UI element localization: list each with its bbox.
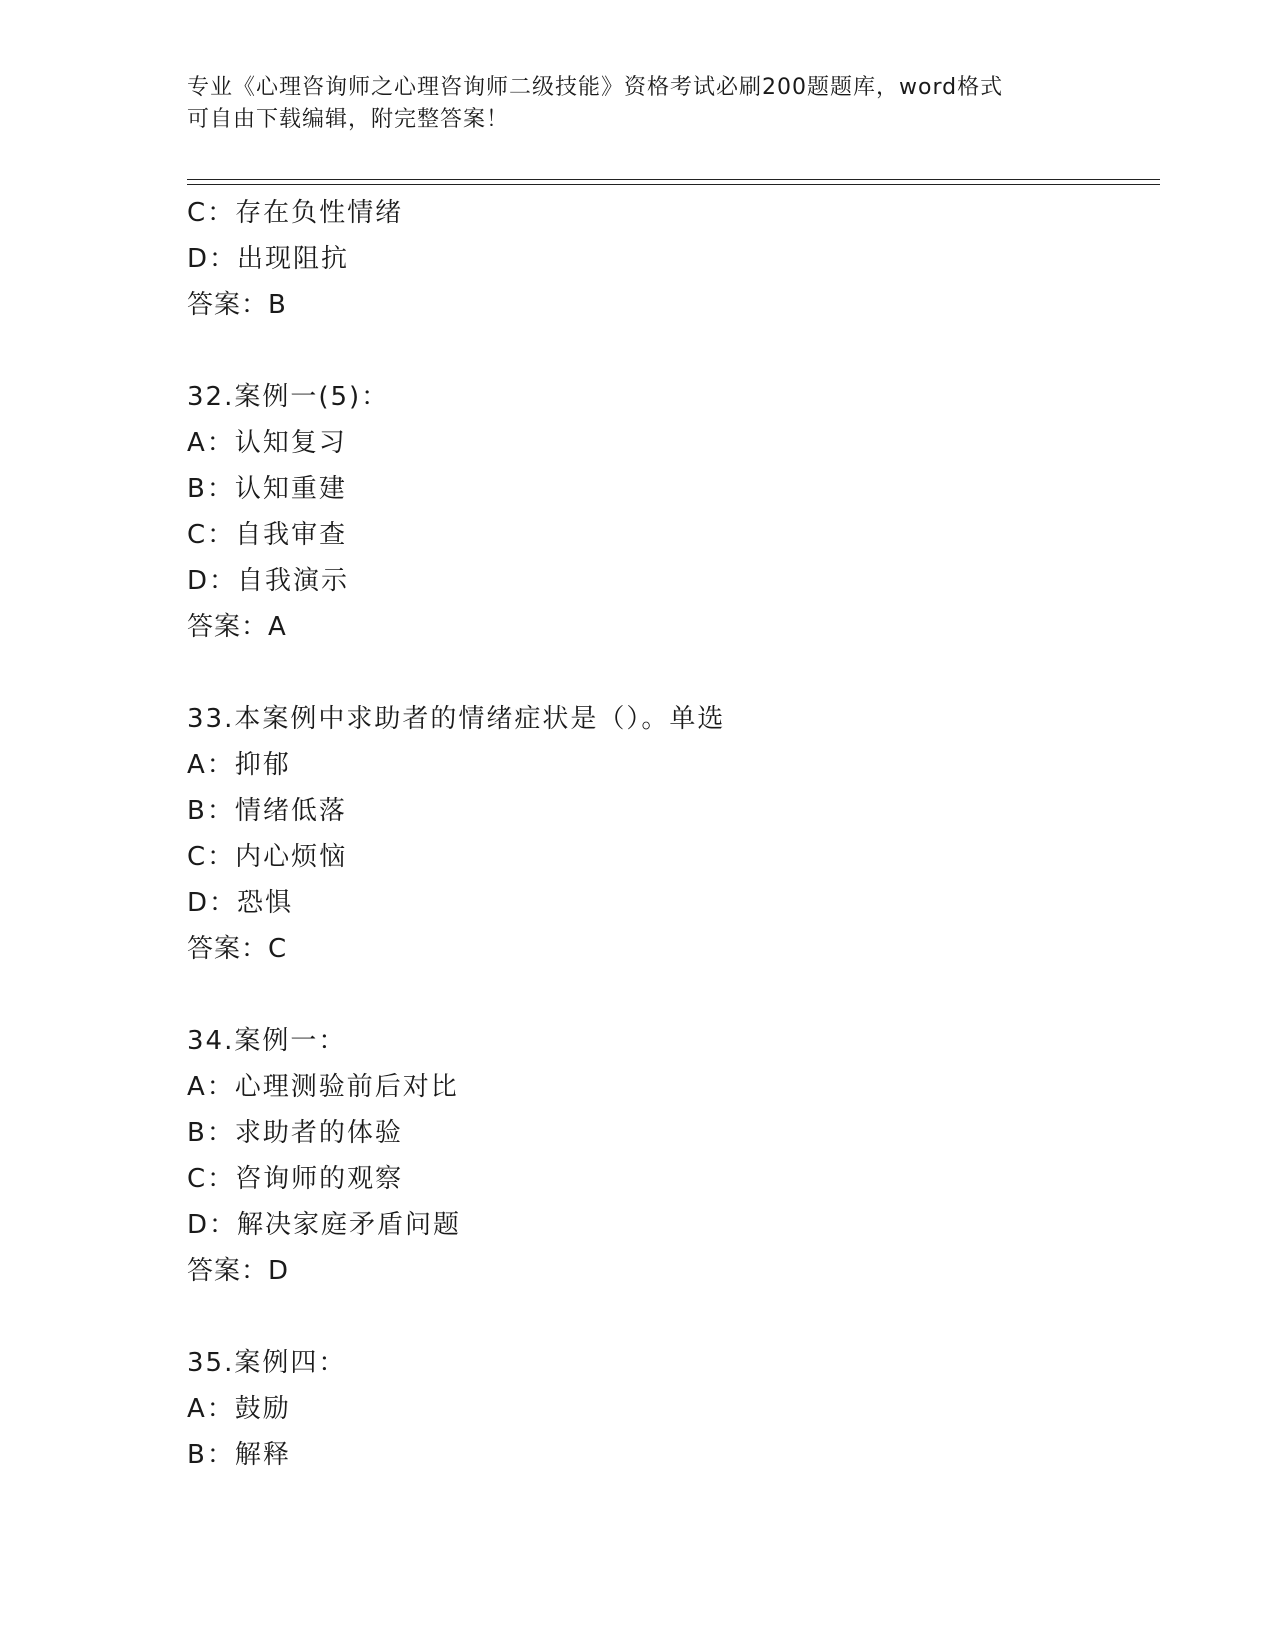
question-block: [187, 374, 1167, 650]
answer-line: 答案：B: [187, 290, 287, 320]
option-line: A：心理测验前后对比: [187, 1072, 459, 1102]
question-line: 32.案例一(5)：: [187, 382, 390, 412]
question-block: [187, 1340, 1167, 1478]
option-line: D：自我演示: [187, 566, 350, 596]
option-line: A：抑郁: [187, 750, 291, 780]
answer-line: 答案：C: [187, 934, 288, 964]
option-line: D：解决家庭矛盾问题: [187, 1210, 462, 1240]
option-line: B：情绪低落: [187, 796, 347, 826]
block-gap: [187, 1294, 1167, 1340]
answer-line: 答案：A: [187, 612, 287, 642]
question-block: [187, 190, 1167, 328]
header-line-2: 可自由下载编辑，附完整答案！: [187, 107, 510, 132]
option-line: A：鼓励: [187, 1394, 291, 1424]
block-gap: [187, 328, 1167, 374]
option-line: B：认知重建: [187, 474, 347, 504]
question-block: [187, 1018, 1167, 1294]
option-line: C：内心烦恼: [187, 842, 348, 872]
option-line: B：解释: [187, 1440, 291, 1470]
question-line: 33.本案例中求助者的情绪症状是（）。单选: [187, 704, 726, 734]
option-line: C：咨询师的观察: [187, 1164, 404, 1194]
block-gap: [187, 972, 1167, 1018]
question-list: [187, 190, 1167, 1478]
answer-line: 答案：D: [187, 1256, 290, 1286]
option-line: C：自我审查: [187, 520, 348, 550]
option-line: D：出现阻抗: [187, 244, 350, 274]
question-block: [187, 696, 1167, 972]
block-gap: [187, 650, 1167, 696]
question-line: 35.案例四：: [187, 1348, 347, 1378]
question-line: 34.案例一：: [187, 1026, 347, 1056]
option-line: C：存在负性情绪: [187, 198, 404, 228]
header-rule-bottom: [187, 184, 1160, 185]
page-header: [187, 72, 1087, 136]
option-line: B：求助者的体验: [187, 1118, 403, 1148]
option-line: A：认知复习: [187, 428, 347, 458]
option-line: D：恐惧: [187, 888, 294, 918]
header-rule-top: [187, 179, 1160, 180]
header-line-1: 专业《心理咨询师之心理咨询师二级技能》资格考试必刷200题题库，word格式: [187, 75, 1004, 100]
